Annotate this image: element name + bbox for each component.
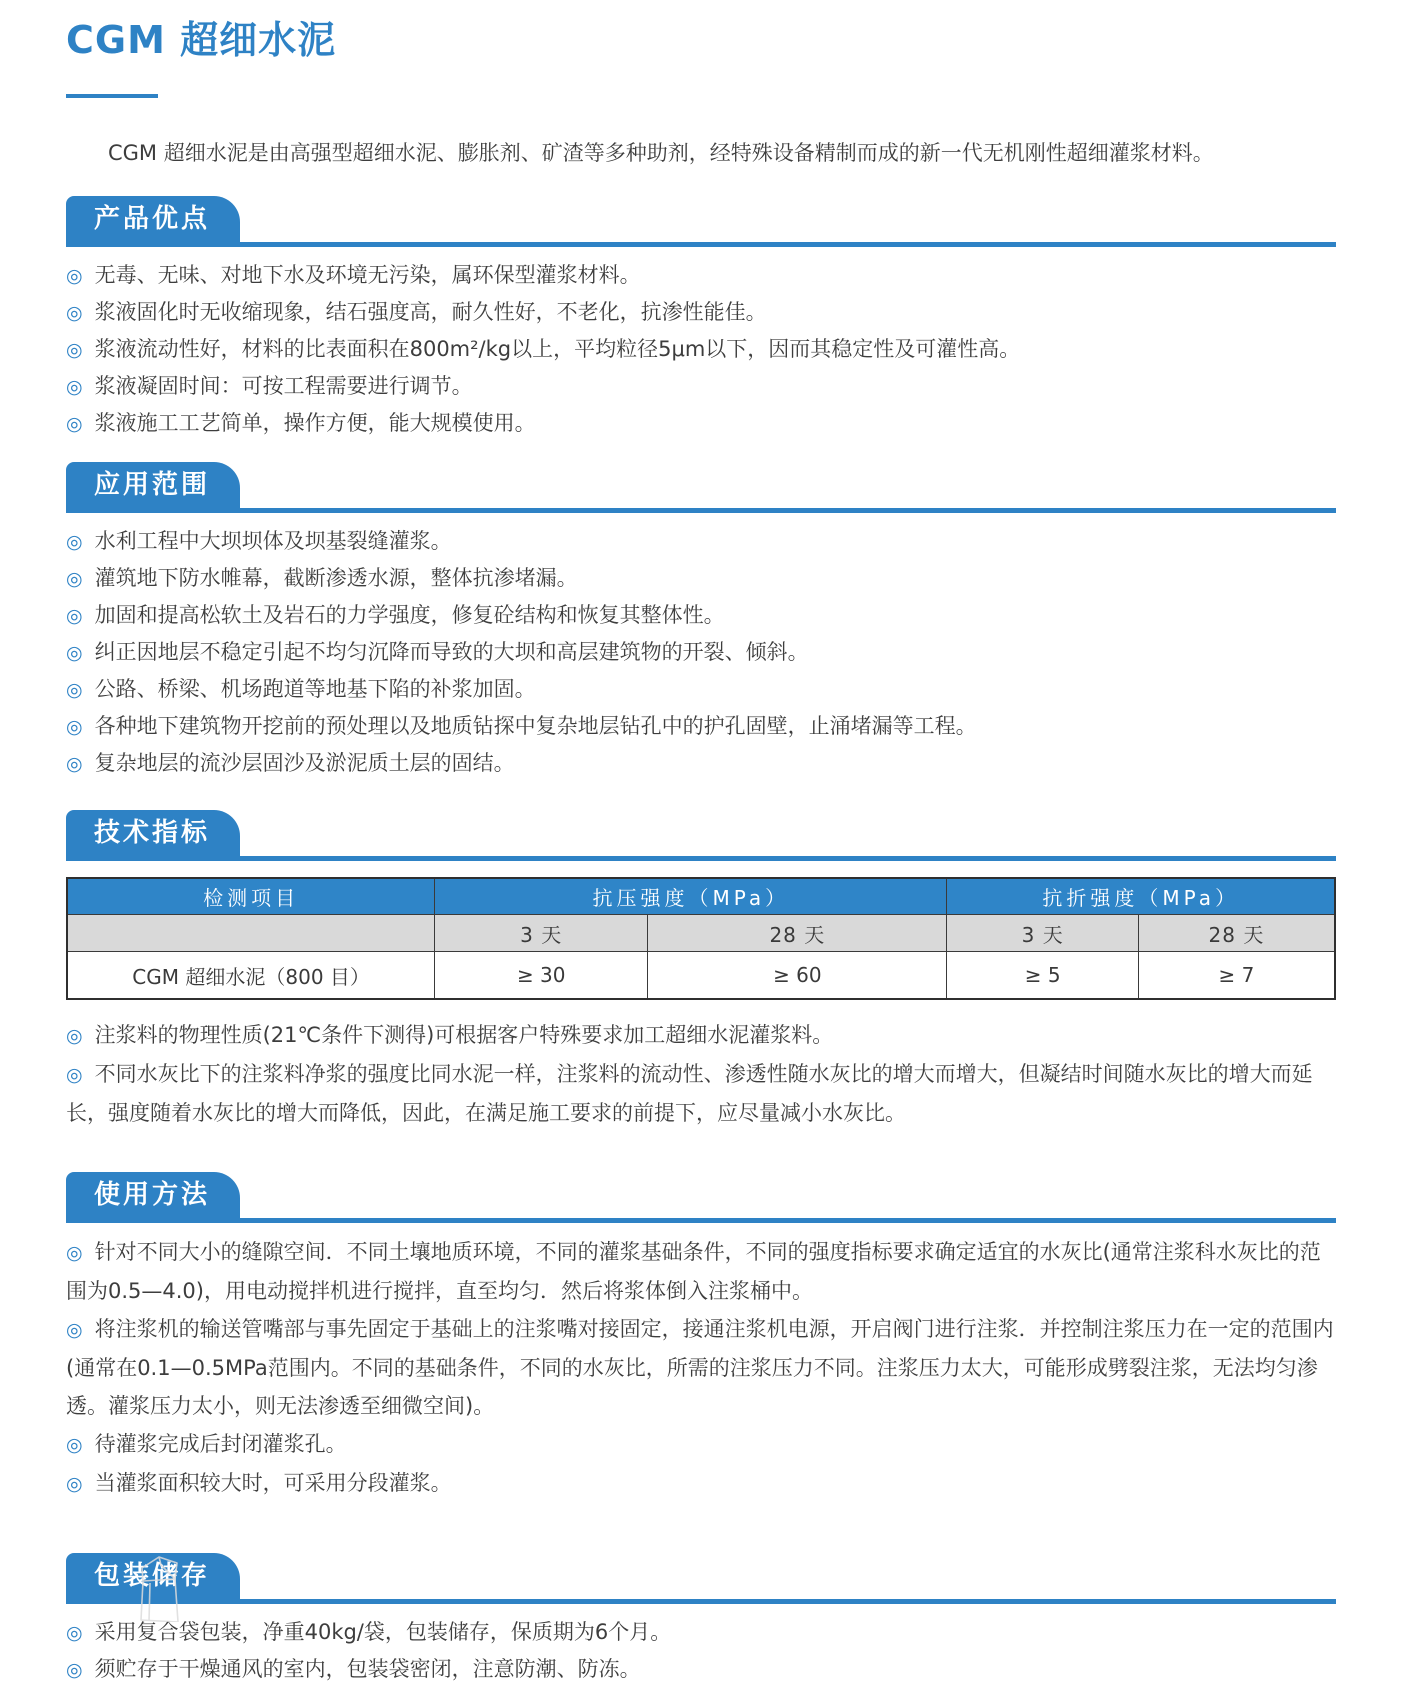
subheader-3d: 3 天: [947, 915, 1138, 952]
note-item: [66, 1016, 1336, 1055]
list-item-text: 各种地下建筑物开挖前的预处理以及地质钻探中复杂地层钻孔中的护孔固壁，止涌堵漏等工程。: [94, 714, 977, 738]
bullseye-bullet-icon: ◎: [66, 376, 83, 398]
section-usage: [66, 1172, 1336, 1503]
list-item-text: 灌筑地下防水帷幕，截断渗透水源，整体抗渗堵漏。: [94, 566, 578, 590]
applications-list: [66, 523, 1336, 782]
section-rule: [66, 856, 1336, 861]
list-item: [66, 1651, 1336, 1688]
bullseye-bullet-icon: ◎: [66, 1025, 83, 1047]
list-item: [66, 1464, 1336, 1503]
list-item: [66, 634, 1336, 671]
section-advantages: [66, 196, 1336, 442]
value-cell: ≥ 5: [947, 952, 1138, 1000]
value-cell: ≥ 60: [648, 952, 947, 1000]
list-item-text: 无毒、无味、对地下水及环境无污染，属环保型灌浆材料。: [94, 263, 641, 287]
bullseye-bullet-icon: ◎: [66, 679, 83, 701]
bullseye-bullet-icon: ◎: [66, 1659, 83, 1681]
bullseye-bullet-icon: ◎: [66, 265, 83, 287]
list-item-text: 当灌浆面积较大时，可采用分段灌浆。: [94, 1471, 452, 1495]
bullseye-bullet-icon: ◎: [66, 568, 83, 590]
section-storage: [66, 1553, 1336, 1688]
section-tab-storage: 包装储存: [66, 1553, 240, 1599]
list-item: [66, 523, 1336, 560]
usage-list: [66, 1233, 1336, 1503]
section-header-specs: [66, 810, 1336, 861]
bullseye-bullet-icon: ◎: [66, 413, 83, 435]
subheader-28d: 28 天: [648, 915, 947, 952]
bullseye-bullet-icon: ◎: [66, 302, 83, 324]
bullseye-bullet-icon: ◎: [66, 1319, 83, 1341]
storage-list: [66, 1614, 1336, 1688]
section-applications: [66, 462, 1336, 782]
section-tab-advantages: 产品优点: [66, 196, 240, 242]
title-underline: [66, 94, 158, 98]
list-item-text: 公路、桥梁、机场跑道等地基下陷的补浆加固。: [94, 677, 536, 701]
col-header-project: 检测项目: [67, 878, 435, 915]
intro-paragraph: CGM 超细水泥是由高强型超细水泥、膨胀剂、矿渣等多种助剂，经特殊设备精制而成的新一代无机刚性超细灌浆材料。: [108, 141, 1214, 165]
list-item: [66, 368, 1336, 405]
list-item-text: 采用复合袋包装，净重40kg/袋，包装储存，保质期为6个月。: [94, 1620, 672, 1644]
col-header-compressive: 抗压强度（MPa）: [435, 878, 947, 915]
section-specs: [66, 810, 1336, 1132]
bullseye-bullet-icon: ◎: [66, 1622, 83, 1644]
bullseye-bullet-icon: ◎: [66, 1434, 83, 1456]
list-item-text: 浆液施工工艺简单，操作方便，能大规模使用。: [94, 411, 536, 435]
list-item: [66, 294, 1336, 331]
note-text: 不同水灰比下的注浆料净浆的强度比同水泥一样，注浆料的流动性、渗透性随水灰比的增大而增大，但凝结时间随水灰比的增大而延长，强度随着水灰比的增大而降低，因此，在满足施工要求的前提下，应尽量减小水灰比。: [66, 1062, 1313, 1125]
list-item-text: 加固和提高松软土及岩石的力学强度，修复砼结构和恢复其整体性。: [94, 603, 725, 627]
bullseye-bullet-icon: ◎: [66, 753, 83, 775]
list-item: [66, 671, 1336, 708]
page-title: CGM 超细水泥: [66, 18, 337, 62]
list-item: [66, 405, 1336, 442]
section-rule: [66, 242, 1336, 247]
bullseye-bullet-icon: ◎: [66, 642, 83, 664]
subheader-3d: 3 天: [435, 915, 648, 952]
bullseye-bullet-icon: ◎: [66, 1242, 83, 1264]
list-item-text: 针对不同大小的缝隙空间．不同土壤地质环境，不同的灌浆基础条件，不同的强度指标要求确定适宜的水灰比(通常注浆科水灰比的范围为0.5—4.0)，用电动搅拌机进行搅拌，直至均匀．然后将浆体倒入注浆桶中。: [66, 1240, 1321, 1303]
list-item-text: 浆液流动性好，材料的比表面积在800m²/kg以上，平均粒径5μm以下，因而其稳定性及可灌性高。: [94, 337, 1021, 361]
list-item: [66, 708, 1336, 745]
specs-table: [66, 877, 1336, 1000]
section-tab-applications: 应用范围: [66, 462, 240, 508]
bullseye-bullet-icon: ◎: [66, 531, 83, 553]
list-item: [66, 1614, 1336, 1651]
section-rule: [66, 508, 1336, 513]
list-item-text: 纠正因地层不稳定引起不均匀沉降而导致的大坝和高层建筑物的开裂、倾斜。: [94, 640, 809, 664]
list-item: [66, 1310, 1336, 1425]
list-item-text: 水利工程中大坝坝体及坝基裂缝灌浆。: [94, 529, 452, 553]
advantages-list: [66, 257, 1336, 442]
table-header-row: [67, 878, 1335, 915]
list-item: [66, 331, 1336, 368]
subheader-28d: 28 天: [1138, 915, 1335, 952]
cement-bag-watermark-icon: [126, 1552, 190, 1622]
col-header-flexural: 抗折强度（MPa）: [947, 878, 1335, 915]
value-cell: ≥ 7: [1138, 952, 1335, 1000]
section-tab-usage: 使用方法: [66, 1172, 240, 1218]
list-item-text: 复杂地层的流沙层固沙及淤泥质土层的固结。: [94, 751, 515, 775]
list-item: [66, 745, 1336, 782]
list-item: [66, 597, 1336, 634]
list-item: [66, 1425, 1336, 1464]
table-row: [67, 952, 1335, 1000]
bullseye-bullet-icon: ◎: [66, 716, 83, 738]
list-item: [66, 560, 1336, 597]
product-name-cell: CGM 超细水泥（800 目）: [67, 952, 435, 1000]
list-item: [66, 1233, 1336, 1310]
empty-cell: [67, 915, 435, 952]
section-tab-specs: 技术指标: [66, 810, 240, 856]
specs-notes: [66, 1016, 1336, 1132]
section-header-usage: [66, 1172, 1336, 1223]
table-subheader-row: [67, 915, 1335, 952]
section-header-advantages: [66, 196, 1336, 247]
note-item: [66, 1055, 1336, 1132]
list-item-text: 浆液固化时无收缩现象，结石强度高，耐久性好，不老化，抗渗性能佳。: [94, 300, 767, 324]
list-item-text: 待灌浆完成后封闭灌浆孔。: [94, 1432, 347, 1456]
bullseye-bullet-icon: ◎: [66, 1064, 83, 1086]
value-cell: ≥ 30: [435, 952, 648, 1000]
list-item: [66, 257, 1336, 294]
bullseye-bullet-icon: ◎: [66, 339, 83, 361]
section-header-applications: [66, 462, 1336, 513]
bullseye-bullet-icon: ◎: [66, 1473, 83, 1495]
section-rule: [66, 1218, 1336, 1223]
list-item-text: 将注浆机的输送管嘴部与事先固定于基础上的注浆嘴对接固定，接通注浆机电源，开启阀门进行注浆．并控制注浆压力在一定的范围内(通常在0.1—0.5MPa范围内。不同的基础条件，不同的水灰比，所需的注浆压力不同。注浆压力太大，可能形成劈裂注浆，无法均匀渗透。灌浆压力太小，则无法渗透至细微空间)。: [66, 1317, 1334, 1418]
bullseye-bullet-icon: ◎: [66, 605, 83, 627]
section-header-storage: [66, 1553, 1336, 1604]
note-text: 注浆料的物理性质(21℃条件下测得)可根据客户特殊要求加工超细水泥灌浆料。: [94, 1023, 834, 1047]
list-item-text: 须贮存于干燥通风的室内，包装袋密闭，注意防潮、防冻。: [94, 1657, 641, 1681]
list-item-text: 浆液凝固时间：可按工程需要进行调节。: [94, 374, 473, 398]
